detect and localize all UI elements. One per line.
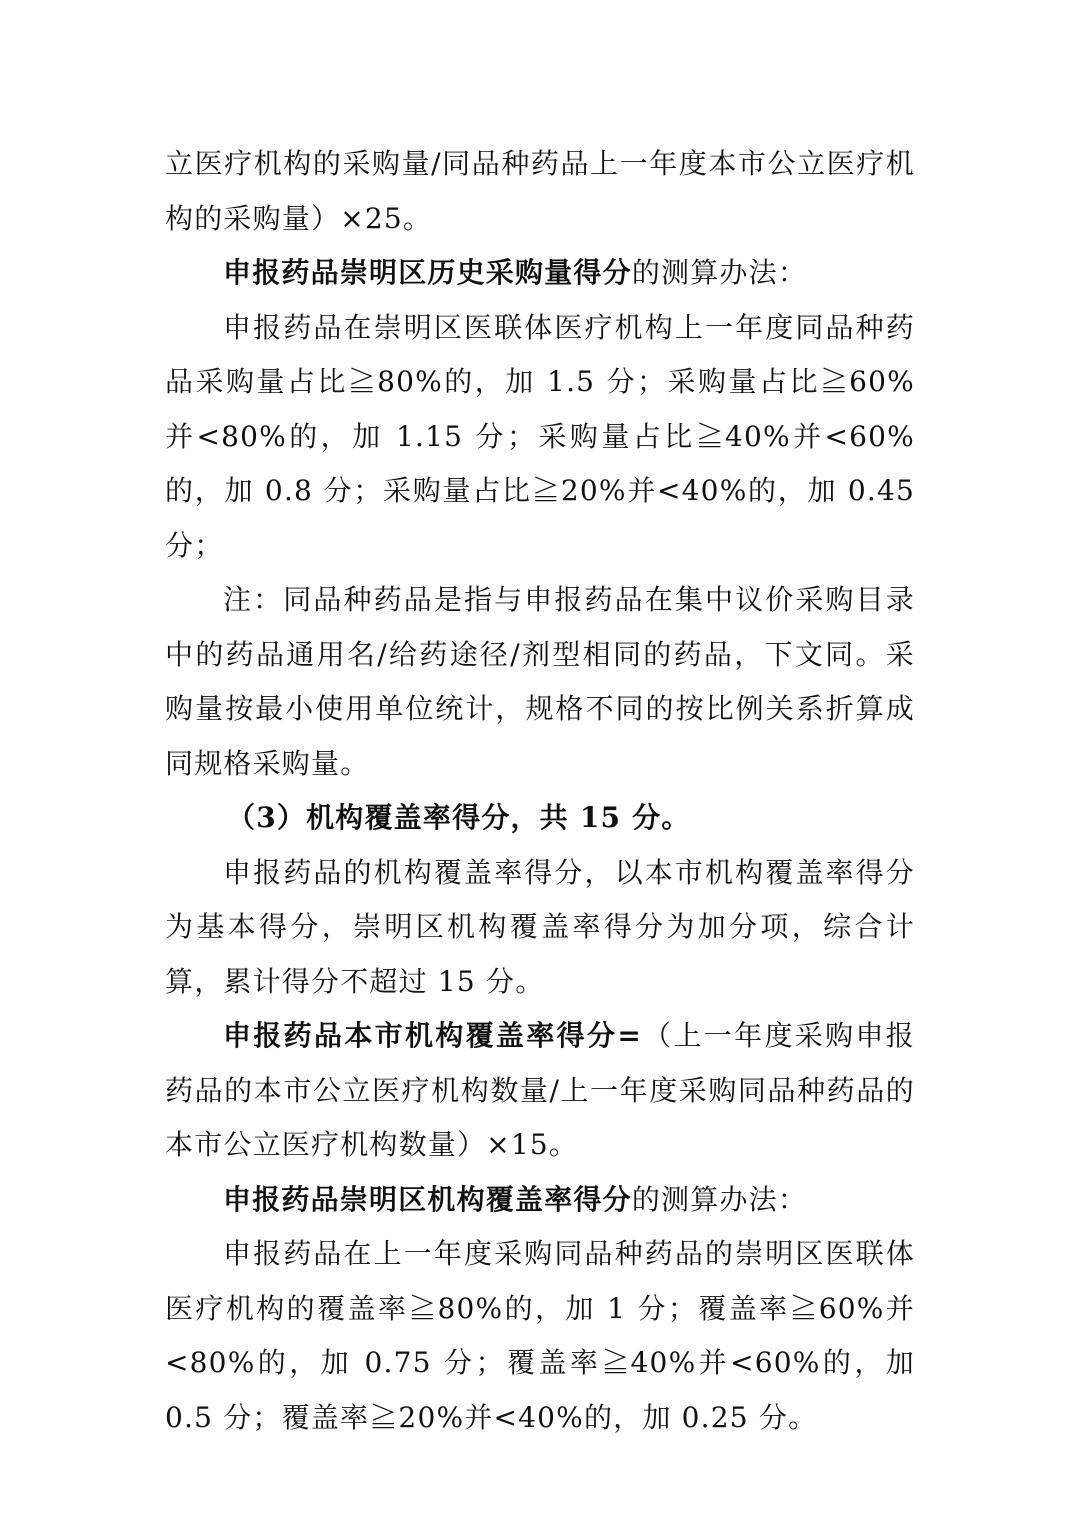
city-coverage-term: 申报药品本市机构覆盖率得分= <box>223 1019 642 1052</box>
paragraph-coverage-intro: 申报药品的机构覆盖率得分，以本市机构覆盖率得分为基本得分，崇明区机构覆盖率得分为加分项，综合计算，累计得分不超过 15 分。 <box>165 855 915 998</box>
paragraph-chongming-coverage-scoring: 申报药品在上一年度采购同品种药品的崇明区医联体医疗机构的覆盖率≧80%的，加 1 分；覆盖率≧60%并<80%的，加 0.75 分；覆盖率≧40%并<60%的，加 0.5 分；覆盖率≧20%并<40%的，加 0.25 分。 <box>165 1237 915 1434</box>
history-score-term: 申报药品崇明区历史采购量得分 <box>223 256 632 289</box>
paragraph-history-scoring: 申报药品在崇明区医联体医疗机构上一年度同品种药品采购量占比≧80%的，加 1.5 分；采购量占比≧60%并<80%的，加 1.15 分；采购量占比≧40%并<60%的，加 0.8 分；采购量占比≧20%并<40%的，加 0.45 分； <box>165 310 915 562</box>
city-coverage-formula: （上一年度采购申报药品的本市公立医疗机构数量/上一年度采购同品种药品的本市公立医疗机构数量）×15。 <box>165 1019 915 1161</box>
section-heading-coverage: （3）机构覆盖率得分，共 15 分。 <box>227 801 691 834</box>
chongming-coverage-suffix: 的测算办法： <box>631 1182 808 1216</box>
chongming-coverage-term: 申报药品崇明区机构覆盖率得分 <box>223 1182 632 1216</box>
history-score-suffix: 的测算办法： <box>631 256 808 289</box>
paragraph-history-method-title <box>165 246 915 301</box>
document-page <box>165 137 915 1445</box>
paragraph-chongming-coverage-title <box>165 1173 915 1228</box>
paragraph-continuation: 立医疗机构的采购量/同品种药品上一年度本市公立医疗机构的采购量）×25。 <box>165 147 915 235</box>
paragraph-note: 注：同品种药品是指与申报药品在集中议价采购目录中的药品通用名/给药途径/剂型相同的药品，下文同。采购量按最小使用单位统计，规格不同的按比例关系折算成同规格采购量。 <box>165 583 915 780</box>
paragraph-city-coverage-formula <box>165 1009 915 1173</box>
